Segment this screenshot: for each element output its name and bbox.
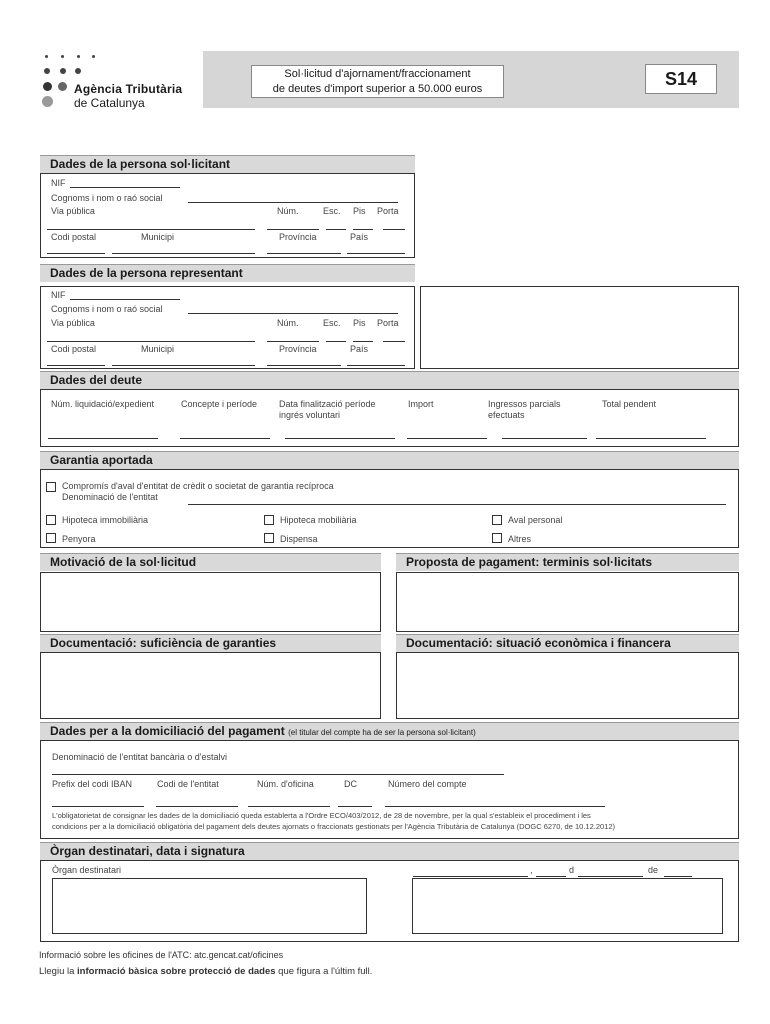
street-label: Via pública — [51, 206, 95, 216]
rep-street-field[interactable] — [47, 341, 255, 342]
bank-name-field[interactable] — [52, 774, 504, 775]
debt-liquidacio-field[interactable] — [48, 438, 158, 439]
date-year-field[interactable] — [664, 876, 692, 877]
rep-pais-field[interactable] — [347, 365, 405, 366]
debt-data-field[interactable] — [285, 438, 395, 439]
num-label: Núm. — [277, 206, 299, 216]
privacy-note: Llegiu la informació bàsica sobre protecció de dades que figura a l'últim full. — [39, 966, 373, 977]
rep-pis-label: Pis — [353, 318, 366, 328]
iban-label: Prefix del codi IBAN — [52, 779, 133, 789]
form-title: Sol·licitud d'ajornament/fraccionament de deutes d'import superior a 50.000 euros — [251, 65, 504, 98]
municipi-field[interactable] — [112, 253, 255, 254]
debt-concepte-field[interactable] — [180, 438, 270, 439]
debt-col-total: Total pendent — [602, 399, 657, 409]
aval-personal-checkbox[interactable] — [492, 515, 502, 525]
rep-pis-field[interactable] — [353, 341, 373, 342]
postal-field[interactable] — [47, 253, 105, 254]
rep-esc-label: Esc. — [323, 318, 341, 328]
applicant-heading: Dades de la persona sol·licitant — [40, 155, 415, 173]
date-place-field[interactable] — [413, 876, 528, 877]
rep-municipi-label: Municipi — [141, 344, 175, 354]
entity-field[interactable] — [188, 504, 726, 505]
form-code: S14 — [645, 64, 717, 94]
dc-field[interactable] — [338, 806, 372, 807]
debt-import-field[interactable] — [407, 438, 487, 439]
debt-heading: Dades del deute — [40, 371, 739, 389]
pais-field[interactable] — [347, 253, 405, 254]
doc-situacio-heading: Documentació: situació econòmica i financera — [396, 634, 739, 652]
rep-provincia-field[interactable] — [267, 365, 341, 366]
doc-suficiencia-textarea[interactable] — [40, 652, 381, 719]
nif-label: NIF — [51, 178, 66, 188]
org-name: Agència Tributària — [74, 82, 183, 96]
debt-ingressos-field[interactable] — [502, 438, 587, 439]
debt-col-concepte: Concepte i període — [181, 399, 258, 409]
esc-field[interactable] — [326, 229, 346, 230]
proposta-heading: Proposta de pagament: terminis sol·licitats — [396, 553, 739, 571]
aval-credit-label: Compromís d'aval d'entitat de crèdit o societat de garantia recíproca — [62, 481, 334, 491]
iban-field[interactable] — [52, 806, 144, 807]
aval-credit-checkbox[interactable] — [46, 482, 56, 492]
date-comma: , — [530, 865, 533, 875]
rep-provincia-label: Província — [279, 344, 317, 354]
motivacio-heading: Motivació de la sol·licitud — [40, 553, 381, 571]
rep-num-field[interactable] — [267, 341, 319, 342]
debt-col-data-1: Data finalització període — [279, 399, 376, 409]
date-month-field[interactable] — [578, 876, 643, 877]
rep-street-label: Via pública — [51, 318, 95, 328]
domiciliation-heading: Dades per a la domiciliació del pagament (el titular del compte ha de ser la persona sol·licitant) — [40, 722, 739, 740]
altres-label: Altres — [508, 534, 532, 544]
rep-name-label: Cognoms i nom o raó social — [51, 304, 163, 314]
signature-heading: Òrgan destinatari, data i signatura — [40, 842, 739, 860]
date-de-label: de — [648, 865, 659, 875]
rep-postal-field[interactable] — [47, 365, 105, 366]
rep-esc-field[interactable] — [326, 341, 346, 342]
aval-personal-label: Aval personal — [508, 515, 563, 525]
pais-label: País — [350, 232, 369, 242]
rep-nif-field[interactable] — [70, 299, 180, 300]
penyora-label: Penyora — [62, 534, 96, 544]
porta-label: Porta — [377, 206, 399, 216]
rep-num-label: Núm. — [277, 318, 299, 328]
offices-info: Informació sobre les oficines de l'ATC: atc.gencat.cat/oficines — [39, 950, 284, 960]
bank-name-label: Denominació de l'entitat bancària o d'estalvi — [52, 752, 228, 762]
dispensa-label: Dispensa — [280, 534, 318, 544]
debt-col-ingressos-2: efectuats — [488, 410, 525, 420]
proposta-textarea[interactable] — [396, 572, 739, 632]
rep-postal-label: Codi postal — [51, 344, 97, 354]
dc-label: DC — [344, 779, 357, 789]
num-field[interactable] — [267, 229, 319, 230]
provincia-label: Província — [279, 232, 317, 242]
motivacio-textarea[interactable] — [40, 572, 381, 632]
doc-situacio-textarea[interactable] — [396, 652, 739, 719]
altres-checkbox[interactable] — [492, 533, 502, 543]
debt-col-liquidacio: Núm. liquidació/expedient — [51, 399, 155, 409]
oficina-label: Núm. d'oficina — [257, 779, 314, 789]
hipoteca-immobiliaria-checkbox[interactable] — [46, 515, 56, 525]
provincia-field[interactable] — [267, 253, 341, 254]
representative-stamp-box — [420, 286, 739, 369]
dispensa-checkbox[interactable] — [264, 533, 274, 543]
hipoteca-mobiliaria-label: Hipoteca mobiliària — [280, 515, 357, 525]
postal-label: Codi postal — [51, 232, 97, 242]
domiciliation-legal-note: L'obligatorietat de consignar les dades de la domiciliació queda establerta a l'Ordre ECO/403/2012, de 28 de novembre, per la qual s'estableix el procediment i les condicions per a la domiciliació obligatòria del pagament dels deutes ajornats o fraccionats gestionats per l'Agència Tributària de Catalunya (DOGC 6270, de 10.12.2012) — [52, 811, 616, 831]
municipi-label: Municipi — [141, 232, 175, 242]
signature-field[interactable] — [412, 878, 723, 934]
name-label: Cognoms i nom o raó social — [51, 193, 163, 203]
oficina-field[interactable] — [248, 806, 330, 807]
entitat-label: Codi de l'entitat — [157, 779, 219, 789]
org-subname: de Catalunya — [74, 96, 145, 110]
entitat-field[interactable] — [156, 806, 238, 807]
compte-field[interactable] — [385, 806, 605, 807]
hipoteca-immobiliaria-label: Hipoteca immobiliària — [62, 515, 149, 525]
debt-col-ingressos-1: Ingressos parcials — [488, 399, 561, 409]
rep-porta-field[interactable] — [383, 341, 405, 342]
rep-name-field[interactable] — [188, 313, 398, 314]
rep-municipi-field[interactable] — [112, 365, 255, 366]
organ-label: Òrgan destinatari — [52, 865, 122, 875]
debt-col-import: Import — [408, 399, 434, 409]
organ-field[interactable] — [52, 878, 367, 934]
representative-heading: Dades de la persona representant — [40, 264, 415, 282]
hipoteca-mobiliaria-checkbox[interactable] — [264, 515, 274, 525]
penyora-checkbox[interactable] — [46, 533, 56, 543]
entity-label: Denominació de l'entitat — [62, 492, 158, 502]
street-field[interactable] — [47, 229, 255, 230]
pis-label: Pis — [353, 206, 366, 216]
rep-nif-label: NIF — [51, 290, 66, 300]
nif-field[interactable] — [70, 187, 180, 188]
date-d-label: d — [569, 865, 575, 875]
name-field[interactable] — [188, 202, 398, 203]
debt-total-field[interactable] — [596, 438, 706, 439]
pis-field[interactable] — [353, 229, 373, 230]
doc-suficiencia-heading: Documentació: suficiència de garanties — [40, 634, 381, 652]
guarantee-heading: Garantia aportada — [40, 451, 739, 469]
porta-field[interactable] — [383, 229, 405, 230]
date-day-field[interactable] — [536, 876, 566, 877]
rep-porta-label: Porta — [377, 318, 399, 328]
compte-label: Número del compte — [388, 779, 467, 789]
debt-col-data-2: ingrés voluntari — [279, 410, 341, 420]
rep-pais-label: País — [350, 344, 369, 354]
esc-label: Esc. — [323, 206, 341, 216]
